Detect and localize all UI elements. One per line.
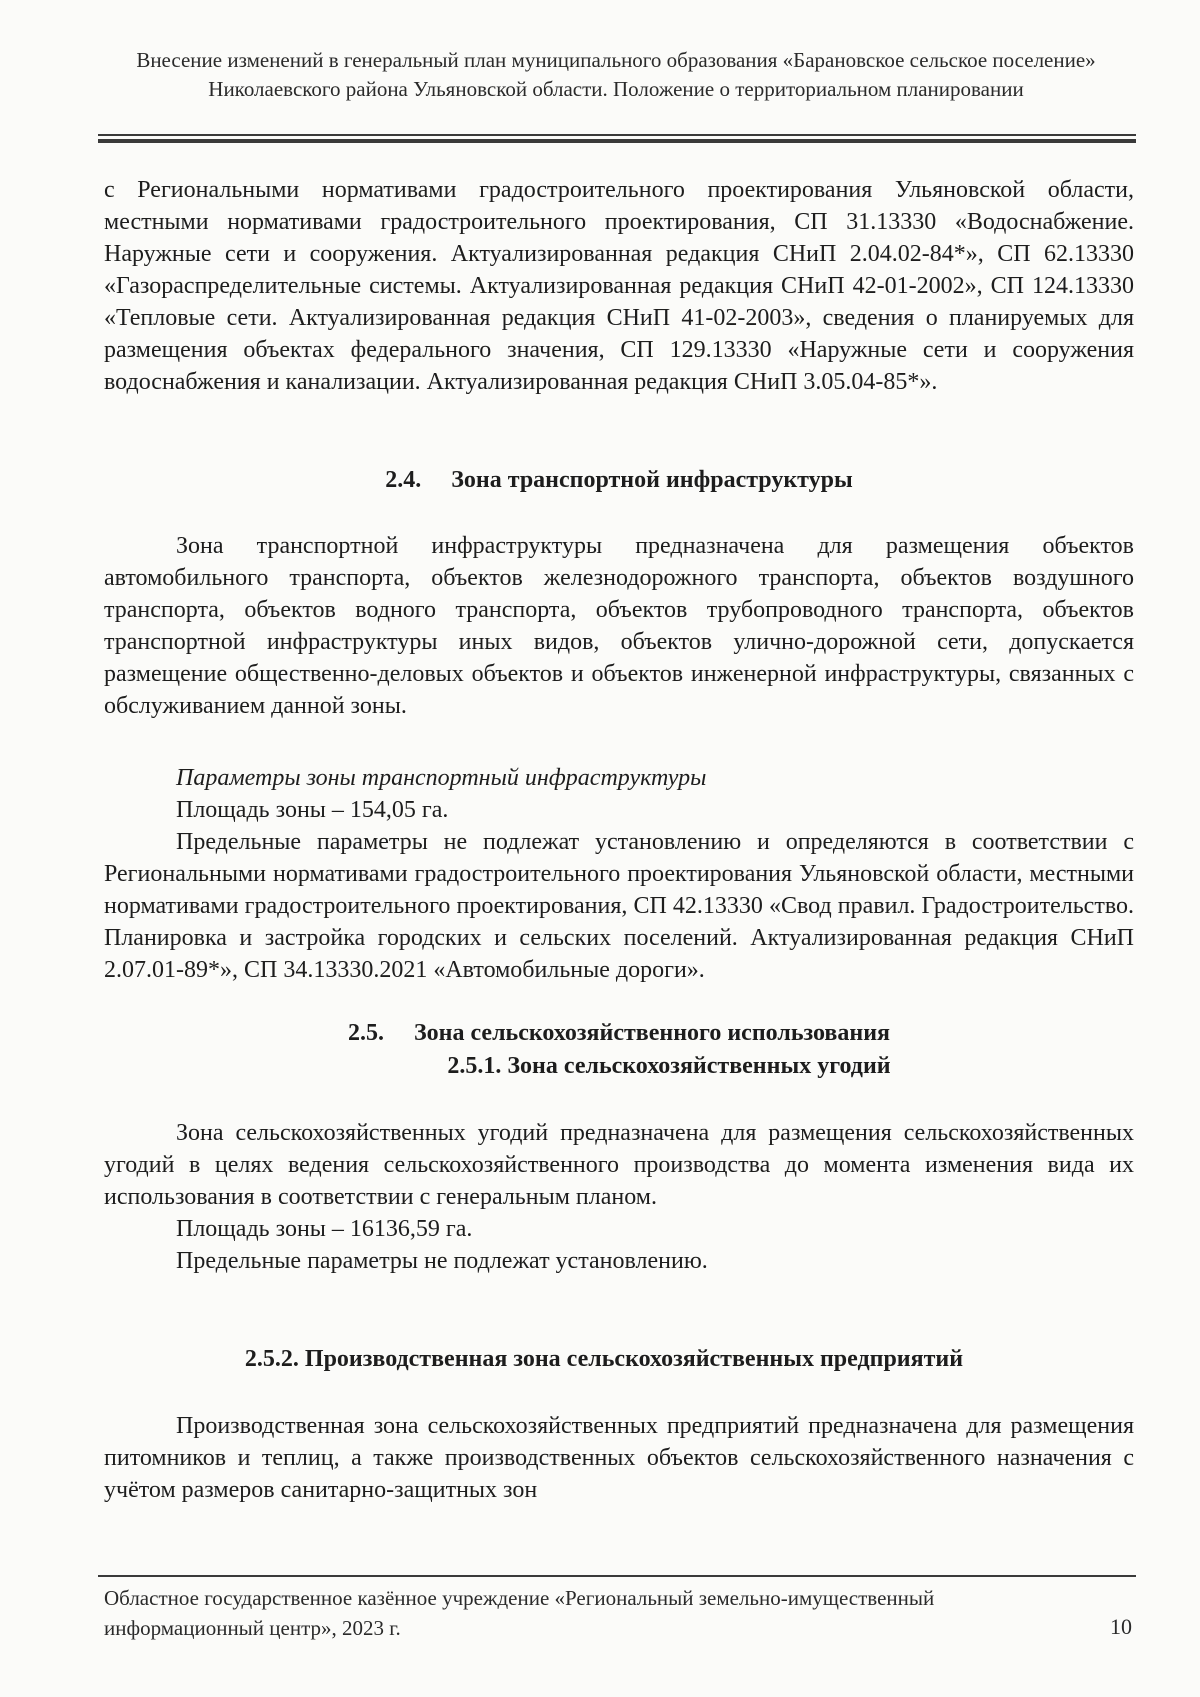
section-2-4-area: Площадь зоны – 154,05 га.: [176, 797, 449, 823]
section-2-4-description-text: Зона транспортной инфраструктуры предназначена для размещения объектов автомобильного транспорта, объектов железнодорожного транспорта, объектов воздушного транспорта, объектов водного транспорта, объектов трубопроводного транспорта, объектов транспортной инфраструктуры иных видов, объектов улично-дорожной сети, допускается размещение общественно-деловых объектов и объектов инженерной инфраструктуры, связанных с обслуживанием данной зоны.: [104, 533, 1134, 719]
section-2-5-2-description: Производственная зона сельскохозяйственных предприятий предназначена для размещения питомников и теплиц, а также производственных объектов сельскохозяйственного назначения с учётом размеров санитарно-защитных зон: [104, 1413, 1134, 1503]
section-2-4-heading: [104, 464, 1134, 496]
section-2-5-1-body: [104, 1117, 1134, 1277]
section-2-5-1-description: Зона сельскохозяйственных угодий предназначена для размещения сельскохозяйственных угодий в целях ведения сельскохозяйственного производства до момента изменения вида их использования в соответствии с генеральным планом.: [104, 1120, 1134, 1210]
section-2-4-number: 2.4.: [385, 467, 422, 493]
section-2-5-title: Зона сельскохозяйственного использования: [413, 1020, 891, 1046]
section-2-5-2-body: [104, 1410, 1134, 1506]
section-2-5-1-area: Площадь зоны – 16136,59 га.: [176, 1216, 473, 1242]
section-2-5-number: 2.5.: [347, 1020, 384, 1046]
section-2-4-title: Зона транспортной инфраструктуры: [451, 467, 853, 493]
page-number: 10: [1110, 1614, 1132, 1639]
section-2-4-description: [104, 530, 1134, 722]
section-2-5-2-heading: 2.5.2. Производственная зона сельскохозяйственных предприятий: [244, 1346, 964, 1372]
intro-paragraph: [104, 174, 1134, 398]
footer-divider: [98, 1575, 1136, 1577]
page-footer: Областное государственное казённое учреждение «Региональный земельно-имущественный информационный центр», 2023 г.: [104, 1586, 935, 1640]
section-2-4-params-title: Параметры зоны транспортный инфраструктуры: [176, 765, 707, 791]
section-2-4-parameters: [104, 762, 1134, 986]
section-2-5-heading: [104, 1017, 1134, 1049]
header-divider: [98, 134, 1136, 143]
page-header: Внесение изменений в генеральный план муниципального образования «Барановское сельское поселение» Николаевского района Ульяновской области. Положение о территориальном планировании: [136, 48, 1096, 101]
intro-text: с Региональными нормативами градостроительного проектирования Ульяновской области, местными нормативами градостроительного проектирования, СП 31.13330 «Водоснабжение. Наружные сети и сооружения. Актуализированная редакция СНиП 2.04.02-84*», СП 62.13330 «Газораспределительные системы. Актуализированная редакция СНиП 42-01-2002», СП 124.13330 «Тепловые сети. Актуализированная редакция СНиП 41-02-2003», сведения о планируемых для размещения объектах федерального значения, СП 129.13330 «Наружные сети и сооружения водоснабжения и канализации. Актуализированная редакция СНиП 3.05.04-85*».: [104, 177, 1134, 395]
section-2-5-1-heading: 2.5.1. Зона сельскохозяйственных угодий: [447, 1053, 891, 1079]
section-2-4-limits: Предельные параметры не подлежат установлению и определяются в соответствии с Региональными нормативами градостроительного проектирования Ульяновской области, местными нормативами градостроительного проектирования, СП 42.13330 «Свод правил. Градостроительство. Планировка и застройка городских и сельских поселений. Актуализированная редакция СНиП 2.07.01-89*», СП 34.13330.2021 «Автомобильные дороги».: [104, 829, 1134, 983]
section-2-5-1-limits: Предельные параметры не подлежат установлению.: [176, 1248, 708, 1274]
